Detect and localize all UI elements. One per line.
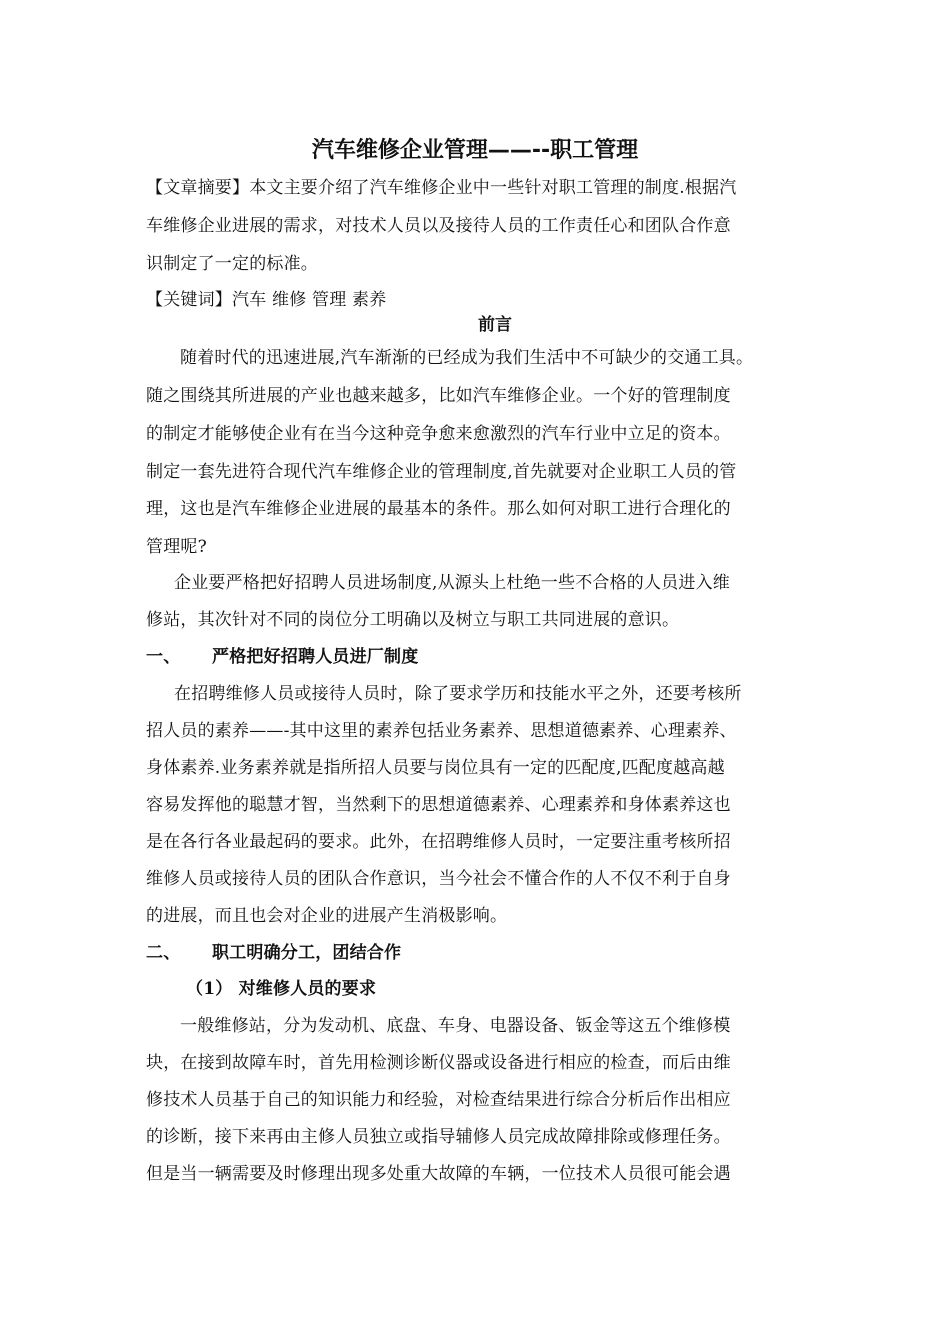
subsection-title: 对维修人员的要求	[238, 979, 377, 999]
preface-line: 管理呢?	[146, 537, 207, 557]
section-1-line: 在招聘维修人员或接待人员时，除了要求学历和技能水平之外，还要考核所	[174, 684, 742, 704]
abstract-line: 车维修企业进展的需求，对技术人员以及接待人员的工作责任心和团队合作意	[146, 216, 731, 236]
preface-line: 企业要严格把好招聘人员进场制度,从源头上杜绝一些不合格的人员进入维	[174, 573, 731, 593]
section-1-title: 严格把好招聘人员进厂制度	[212, 647, 419, 667]
abstract-line: 识制定了一定的标准。	[146, 254, 318, 274]
section-1-line: 是在各行各业最起码的要求。此外，在招聘维修人员时，一定要注重考核所招	[146, 832, 731, 852]
section-1-line: 维修人员或接待人员的团队合作意识，当今社会不懂合作的人不仅不利于自身	[146, 869, 731, 889]
keywords-line: 【关键词】汽车 维修 管理 素养	[146, 290, 387, 310]
section-2-heading	[146, 941, 401, 965]
section-1-line: 招人员的素养——-其中这里的素养包括业务素养、思想道德素养、心理素养、	[146, 721, 737, 741]
abstract-line: 【文章摘要】本文主要介绍了汽车维修企业中一些针对职工管理的制度.根据汽	[146, 178, 737, 198]
preface-line: 随之围绕其所进展的产业也越来越多，比如汽车维修企业。一个好的管理制度	[146, 386, 731, 406]
subsection-number: （1）	[186, 979, 233, 999]
section-1-heading	[146, 645, 418, 669]
section-2-line: 但是当一辆需要及时修理出现多处重大故障的车辆，一位技术人员很可能会遇	[146, 1164, 731, 1184]
section-1-line: 身体素养.业务素养就是指所招人员要与岗位具有一定的匹配度,匹配度越高越	[146, 758, 725, 778]
section-2-title: 职工明确分工，团结合作	[212, 943, 402, 963]
preface-line: 理，这也是汽车维修企业进展的最基本的条件。那么如何对职工进行合理化的	[146, 499, 731, 519]
section-2-line: 修技术人员基于自己的知识能力和经验，对检查结果进行综合分析后作出相应	[146, 1090, 731, 1110]
preface-heading: 前言	[478, 315, 512, 335]
preface-line: 修站，其次针对不同的岗位分工明确以及树立与职工共同进展的意识。	[146, 610, 680, 630]
preface-line: 制定一套先进符合现代汽车维修企业的管理制度,首先就要对企业职工人员的管	[146, 462, 737, 482]
section-1-line: 容易发挥他的聪慧才智，当然剩下的思想道德素养、心理素养和身体素养这也	[146, 795, 731, 815]
section-2-line: 一般维修站，分为发动机、底盘、车身、电器设备、钣金等这五个维修模	[180, 1016, 731, 1036]
subsection-heading	[186, 977, 376, 1001]
section-1-line: 的进展，而且也会对企业的进展产生消极影响。	[146, 906, 508, 926]
section-2-line: 的诊断，接下来再由主修人员独立或指导辅修人员完成故障排除或修理任务。	[146, 1127, 731, 1147]
preface-line: 的制定才能够使企业有在当今这种竞争愈来愈激烈的汽车行业中立足的资本。	[146, 424, 731, 444]
section-2-line: 块，在接到故障车时，首先用检测诊断仪器或设备进行相应的检查，而后由维	[146, 1053, 731, 1073]
section-2-number: 二、	[146, 943, 181, 963]
preface-line: 随着时代的迅速进展,汽车渐渐的已经成为我们生活中不可缺少的交通工具。	[180, 348, 754, 368]
document-title: 汽车维修企业管理——--职工管理	[311, 138, 639, 163]
section-1-number: 一、	[146, 647, 181, 667]
